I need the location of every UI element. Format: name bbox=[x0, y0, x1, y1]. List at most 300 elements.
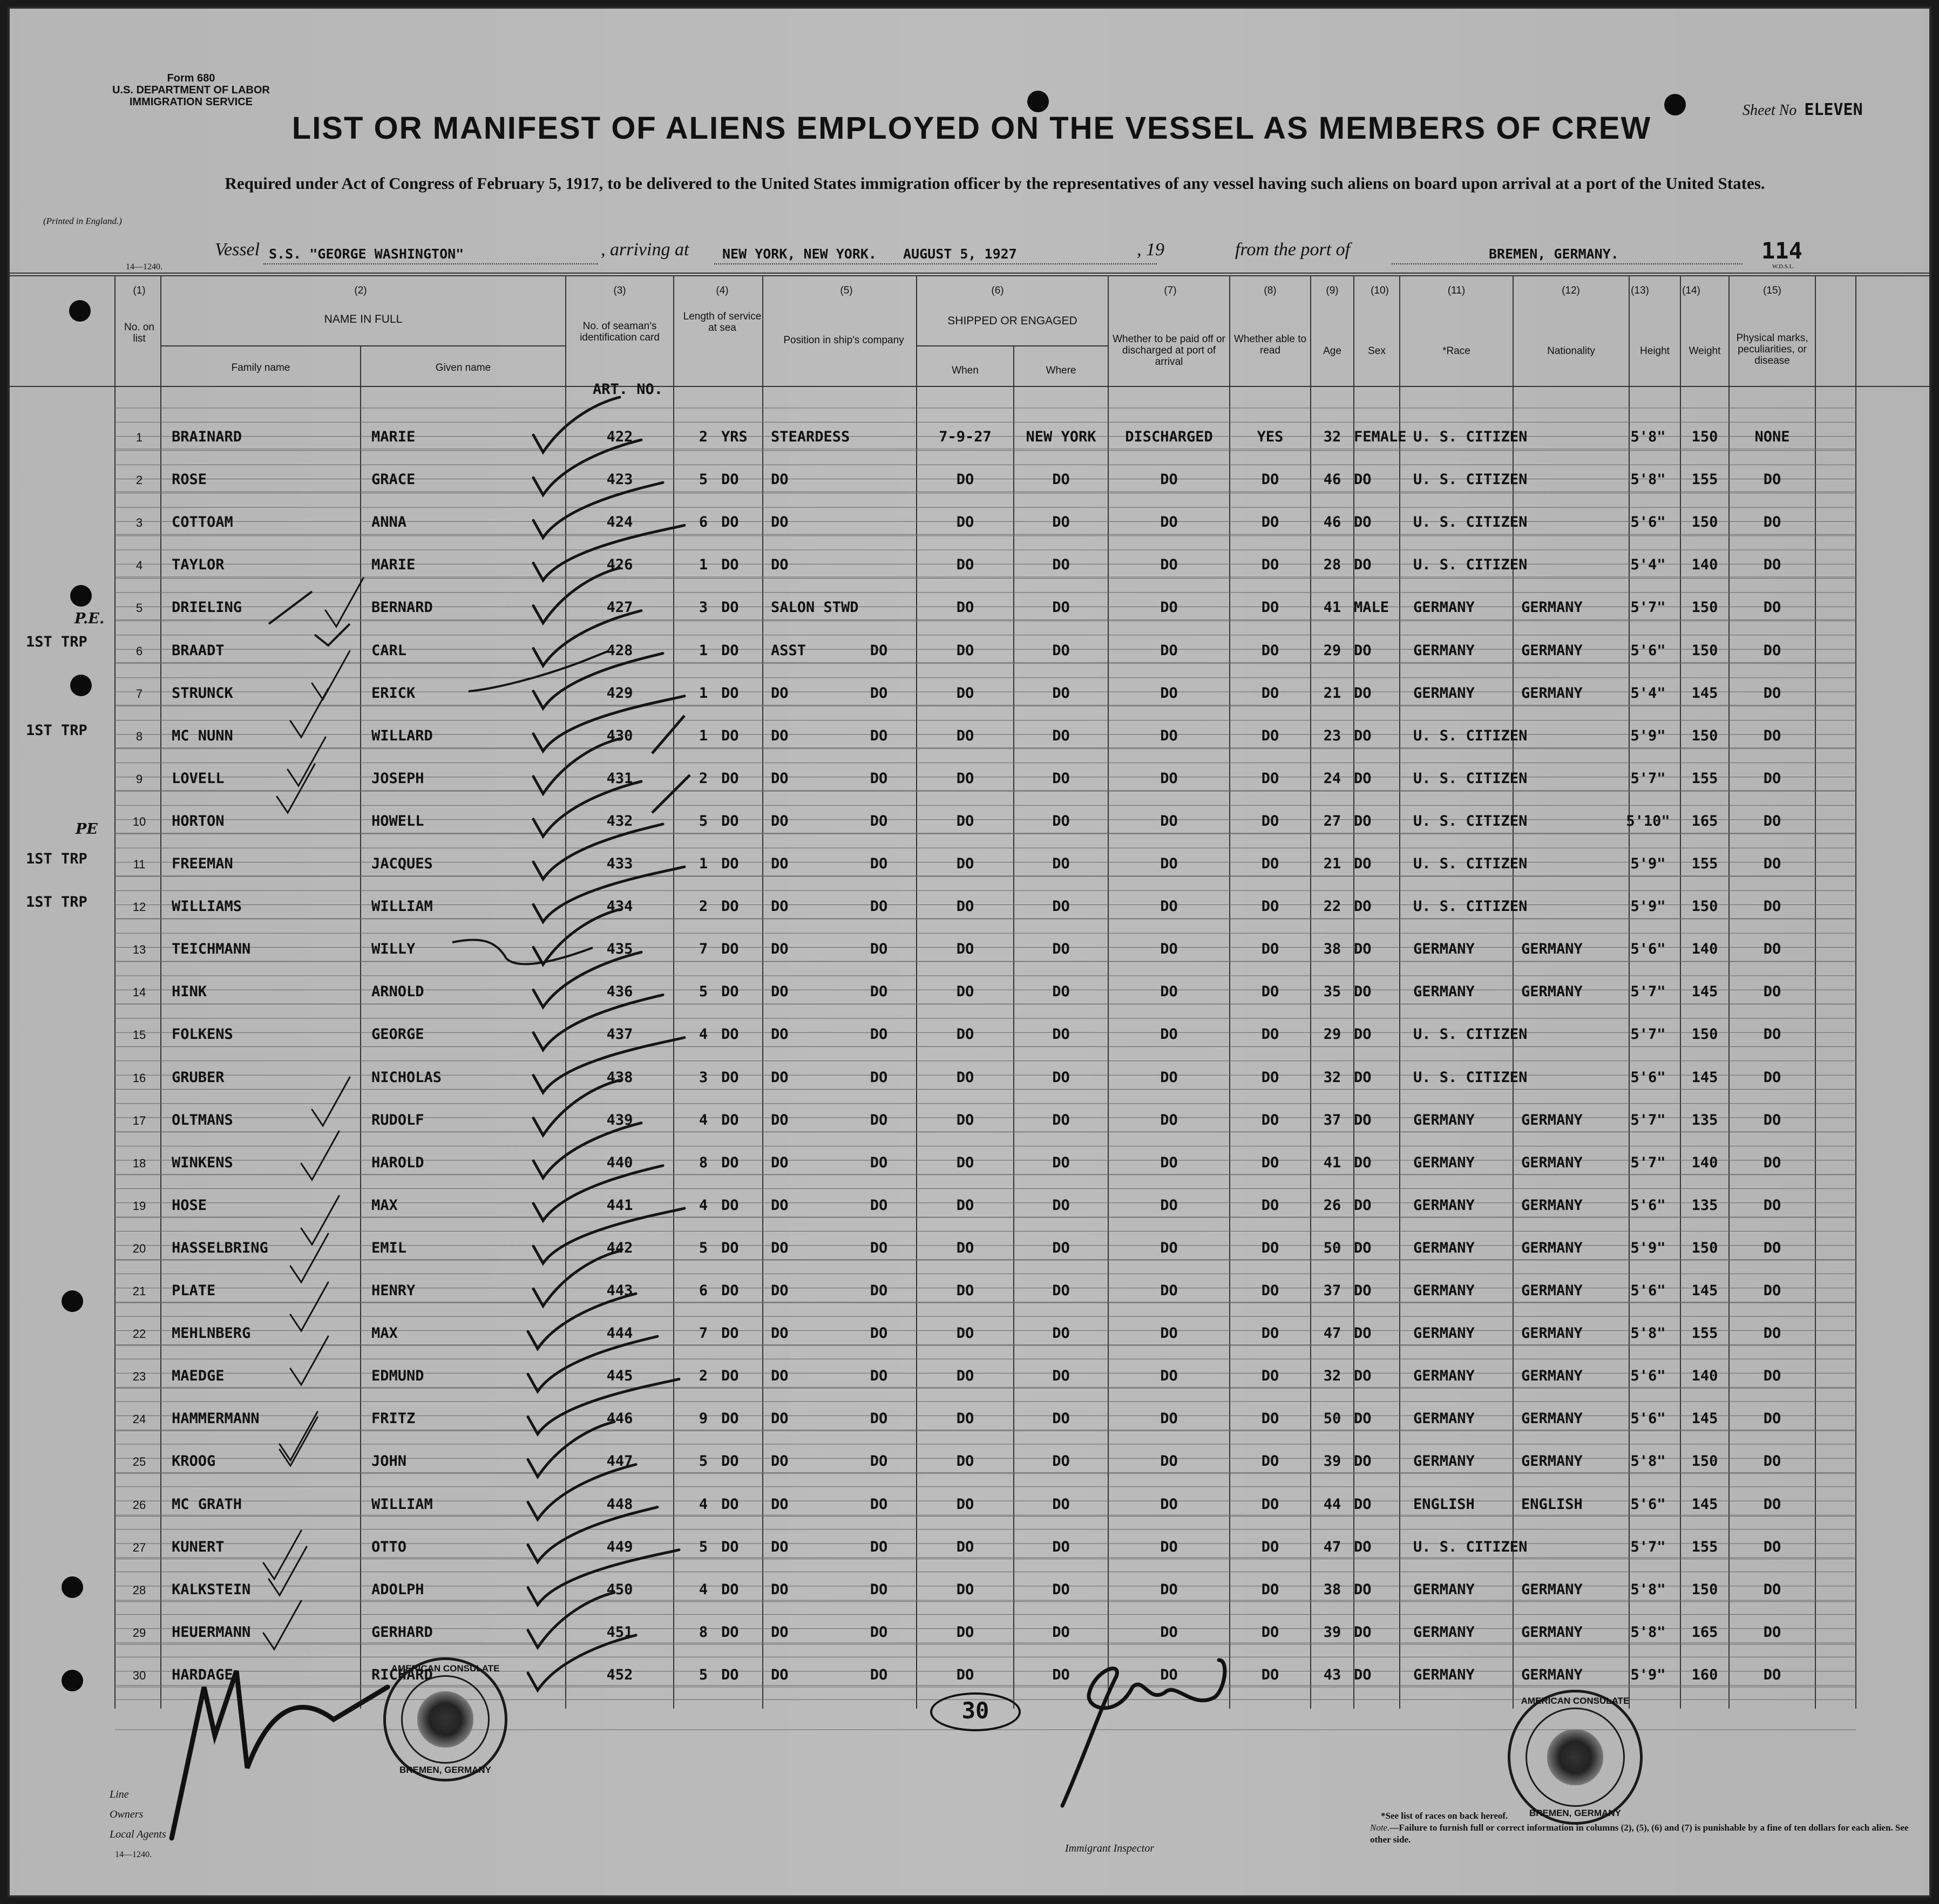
position-dept: DO bbox=[870, 770, 888, 787]
shipped-where: DO bbox=[1052, 1154, 1070, 1171]
age: 28 bbox=[1323, 556, 1341, 574]
given-name: WILLY bbox=[371, 941, 416, 958]
age: 39 bbox=[1323, 1623, 1341, 1641]
shipped-when: DO bbox=[956, 1623, 974, 1641]
sex: DO bbox=[1354, 471, 1372, 488]
list-number: 23 bbox=[132, 1370, 146, 1384]
margin-note-first-trip: 1ST TRP bbox=[26, 634, 87, 650]
paid-off: DO bbox=[1160, 1410, 1178, 1427]
physical-marks: DO bbox=[1763, 1026, 1781, 1043]
age: 35 bbox=[1323, 983, 1341, 1001]
id-card-number: 444 bbox=[606, 1325, 633, 1342]
able-to-read: DO bbox=[1261, 1410, 1279, 1427]
position-dept: DO bbox=[870, 1239, 888, 1256]
family-name: GRUBER bbox=[172, 1069, 225, 1086]
col-num-6: (6) bbox=[991, 285, 1004, 296]
col-num-15: (15) bbox=[1763, 285, 1781, 296]
position: SALON STWD bbox=[771, 599, 859, 616]
service-unit: DO bbox=[721, 1196, 739, 1214]
given-name: NICHOLAS bbox=[371, 1069, 442, 1086]
signature-left bbox=[172, 1671, 388, 1838]
height: 5'6" bbox=[1630, 1368, 1666, 1385]
position-dept: DO bbox=[870, 1538, 888, 1555]
col-num-4: (4) bbox=[716, 285, 729, 296]
given-name: ERICK bbox=[371, 684, 416, 702]
service-unit: DO bbox=[721, 812, 739, 829]
list-number: 10 bbox=[132, 814, 146, 828]
header-position: Position in ship's company bbox=[783, 335, 904, 346]
weight: 140 bbox=[1691, 1368, 1718, 1385]
shipped-when: DO bbox=[956, 941, 974, 958]
sex: FEMALE bbox=[1354, 429, 1407, 445]
age: 41 bbox=[1323, 599, 1341, 616]
family-name: HARDAGE bbox=[172, 1666, 233, 1683]
service-length: 1 bbox=[699, 684, 708, 702]
paid-off: DO bbox=[1160, 855, 1178, 872]
family-name: MC GRATH bbox=[172, 1495, 242, 1513]
header-when: When bbox=[952, 365, 979, 376]
nationality: GERMANY bbox=[1521, 1410, 1583, 1427]
position: DO bbox=[771, 1581, 789, 1598]
shipped-where: DO bbox=[1052, 1069, 1070, 1086]
position-dept: DO bbox=[870, 1368, 888, 1385]
from-port-value: BREMEN, GERMANY. bbox=[1489, 246, 1619, 262]
list-number: 13 bbox=[132, 943, 146, 957]
given-name: GERHARD bbox=[371, 1623, 433, 1641]
sex: DO bbox=[1354, 1069, 1372, 1086]
header-family-name: Family name bbox=[231, 362, 290, 373]
physical-marks: DO bbox=[1763, 855, 1781, 872]
paid-off: DO bbox=[1160, 556, 1178, 574]
age: 37 bbox=[1323, 1282, 1341, 1299]
header-height: Height bbox=[1640, 345, 1670, 357]
weight: 150 bbox=[1691, 727, 1718, 744]
able-to-read: DO bbox=[1261, 1282, 1279, 1299]
family-name: BRAADT bbox=[172, 642, 225, 659]
shipped-where: DO bbox=[1052, 1282, 1070, 1299]
weight: 165 bbox=[1691, 1623, 1718, 1641]
able-to-read: DO bbox=[1261, 1069, 1279, 1086]
service-unit: DO bbox=[721, 599, 739, 616]
age: 47 bbox=[1323, 1325, 1341, 1342]
list-number: 11 bbox=[133, 858, 146, 871]
race: GERMANY bbox=[1413, 599, 1475, 616]
margin-note-first-trip: 1ST TRP bbox=[26, 722, 87, 739]
physical-marks: DO bbox=[1763, 1282, 1781, 1299]
shipped-when: DO bbox=[956, 1196, 974, 1214]
fine-note: Note.—Failure to furnish full or correct information in columns (2), (5), (6) and (7) is punishable by a fine of ten dollars for each alien. See other side. bbox=[1370, 1823, 1909, 1845]
footer-owners-label: Owners bbox=[110, 1808, 144, 1820]
shipped-where: DO bbox=[1052, 1368, 1070, 1385]
shipped-where: DO bbox=[1052, 1495, 1070, 1513]
list-number: 14 bbox=[132, 985, 146, 999]
position: DO bbox=[771, 556, 789, 574]
sex: DO bbox=[1354, 812, 1372, 829]
paid-off: DO bbox=[1160, 1453, 1178, 1470]
shipped-when: DO bbox=[956, 855, 974, 872]
weight: 135 bbox=[1691, 1111, 1718, 1128]
age: 41 bbox=[1323, 1154, 1341, 1171]
paid-off: DO bbox=[1160, 1239, 1178, 1256]
shipped-when: DO bbox=[956, 1495, 974, 1513]
position: DO bbox=[771, 1026, 789, 1043]
able-to-read: DO bbox=[1261, 514, 1279, 531]
sex: DO bbox=[1354, 855, 1372, 872]
family-name: MC NUNN bbox=[172, 727, 233, 744]
col-num-9: (9) bbox=[1326, 285, 1339, 296]
physical-marks: DO bbox=[1763, 1581, 1781, 1598]
shipped-when: DO bbox=[956, 1111, 974, 1128]
sex: DO bbox=[1354, 1111, 1372, 1128]
position-dept: DO bbox=[870, 1026, 888, 1043]
service-unit: DO bbox=[721, 855, 739, 872]
sex: DO bbox=[1354, 1495, 1372, 1513]
race: U. S. CITIZEN bbox=[1413, 855, 1528, 872]
paid-off: DO bbox=[1160, 1069, 1178, 1086]
family-name: HAMMERMANN bbox=[172, 1410, 260, 1427]
position: DO bbox=[771, 1282, 789, 1299]
sex: DO bbox=[1354, 1026, 1372, 1043]
position: DO bbox=[771, 1410, 789, 1427]
id-card-number: 434 bbox=[606, 898, 633, 915]
immigrant-inspector-label: Immigrant Inspector bbox=[1065, 1842, 1154, 1854]
consulate-stamp-left: AMERICAN CONSULATE BREMEN, GERMANY bbox=[383, 1657, 507, 1781]
able-to-read: DO bbox=[1261, 684, 1279, 702]
position: DO bbox=[771, 1453, 789, 1470]
shipped-when: DO bbox=[956, 471, 974, 488]
list-number: 22 bbox=[132, 1327, 146, 1341]
header-nationality: Nationality bbox=[1547, 345, 1595, 357]
header-physical-marks: Physical marks, peculiarities, or disease bbox=[1736, 332, 1808, 366]
race: GERMANY bbox=[1413, 1410, 1475, 1427]
weight: 165 bbox=[1691, 812, 1718, 829]
paid-off: DO bbox=[1160, 471, 1178, 488]
id-card-number: 446 bbox=[606, 1410, 633, 1427]
race: GERMANY bbox=[1413, 1154, 1475, 1171]
position: DO bbox=[771, 1239, 789, 1256]
nationality: GERMANY bbox=[1521, 1196, 1583, 1214]
paid-off: DISCHARGED bbox=[1125, 429, 1213, 445]
race: U. S. CITIZEN bbox=[1413, 471, 1528, 488]
able-to-read: DO bbox=[1261, 812, 1279, 829]
nationality: GERMANY bbox=[1521, 1111, 1583, 1128]
paid-off: DO bbox=[1160, 642, 1178, 659]
col-num-13: (13) bbox=[1631, 285, 1649, 296]
service-unit: DO bbox=[721, 471, 739, 488]
nationality: GERMANY bbox=[1521, 1368, 1583, 1385]
id-card-number: 424 bbox=[606, 514, 633, 531]
sex: DO bbox=[1354, 1666, 1372, 1683]
from-port-label: from the port of bbox=[1235, 240, 1351, 260]
nationality: ENGLISH bbox=[1521, 1495, 1583, 1513]
family-name: LOVELL bbox=[172, 770, 225, 787]
paid-off: DO bbox=[1160, 1538, 1178, 1555]
age: 50 bbox=[1323, 1410, 1341, 1427]
id-card-number: 447 bbox=[606, 1453, 633, 1470]
nationality: GERMANY bbox=[1521, 1581, 1583, 1598]
id-card-number: 433 bbox=[606, 855, 633, 872]
age: 37 bbox=[1323, 1111, 1341, 1128]
age: 46 bbox=[1323, 471, 1341, 488]
id-card-number: 435 bbox=[606, 941, 633, 958]
able-to-read: DO bbox=[1261, 1239, 1279, 1256]
sex: DO bbox=[1354, 1325, 1372, 1342]
shipped-when: DO bbox=[956, 1666, 974, 1683]
physical-marks: DO bbox=[1763, 983, 1781, 1001]
shipped-when: DO bbox=[956, 1282, 974, 1299]
sex: DO bbox=[1354, 642, 1372, 659]
shipped-where: DO bbox=[1052, 1666, 1070, 1683]
family-name: TAYLOR bbox=[172, 556, 225, 574]
header-age: Age bbox=[1323, 345, 1341, 357]
race: U. S. CITIZEN bbox=[1413, 1069, 1528, 1086]
service-unit: DO bbox=[721, 1154, 739, 1171]
service-length: 5 bbox=[699, 1453, 708, 1470]
physical-marks: DO bbox=[1763, 1453, 1781, 1470]
department-name: U.S. DEPARTMENT OF LABOR bbox=[112, 84, 270, 96]
physical-marks: DO bbox=[1763, 684, 1781, 702]
sex: DO bbox=[1354, 1623, 1372, 1641]
given-name: JOHN bbox=[371, 1453, 407, 1470]
position: DO bbox=[771, 812, 789, 829]
family-name: KROOG bbox=[172, 1453, 216, 1470]
able-to-read: DO bbox=[1261, 983, 1279, 1001]
footer-note bbox=[1370, 1810, 1910, 1846]
list-number: 1 bbox=[135, 431, 143, 444]
shipped-where: DO bbox=[1052, 812, 1070, 829]
height: 5'10" bbox=[1626, 812, 1670, 829]
sex: DO bbox=[1354, 1368, 1372, 1385]
position-dept: DO bbox=[870, 1410, 888, 1427]
weight: 150 bbox=[1691, 898, 1718, 915]
service-unit: DO bbox=[721, 1239, 739, 1256]
race: GERMANY bbox=[1413, 642, 1475, 659]
list-number: 4 bbox=[135, 559, 143, 573]
paid-off: DO bbox=[1160, 1196, 1178, 1214]
position: DO bbox=[771, 983, 789, 1001]
weight: 150 bbox=[1691, 429, 1718, 445]
height: 5'8" bbox=[1630, 429, 1666, 445]
weight: 135 bbox=[1691, 1196, 1718, 1214]
position-dept: DO bbox=[870, 1154, 888, 1171]
shipped-when: DO bbox=[956, 1026, 974, 1043]
col-num-14: (14) bbox=[1682, 285, 1700, 296]
sex: DO bbox=[1354, 1410, 1372, 1427]
family-name: HOSE bbox=[172, 1196, 207, 1214]
signatures bbox=[10, 9, 1931, 1898]
able-to-read: DO bbox=[1261, 855, 1279, 872]
age: 27 bbox=[1323, 812, 1341, 829]
position: DO bbox=[771, 1111, 789, 1128]
header-name-in-full: NAME IN FULL bbox=[324, 313, 403, 325]
height: 5'6" bbox=[1630, 1282, 1666, 1299]
given-name: RICHARD bbox=[371, 1666, 433, 1683]
able-to-read: DO bbox=[1261, 471, 1279, 488]
list-number: 15 bbox=[132, 1028, 146, 1042]
service-unit: DO bbox=[721, 1410, 739, 1427]
physical-marks: DO bbox=[1763, 1111, 1781, 1128]
arriving-value: NEW YORK, NEW YORK. bbox=[722, 246, 877, 262]
paid-off: DO bbox=[1160, 983, 1178, 1001]
service-unit: DO bbox=[721, 556, 739, 574]
given-name: WILLIAM bbox=[371, 898, 433, 915]
height: 5'7" bbox=[1630, 770, 1666, 787]
race: GERMANY bbox=[1413, 1196, 1475, 1214]
id-card-number: 439 bbox=[606, 1111, 633, 1128]
id-card-number: 443 bbox=[606, 1282, 633, 1299]
paid-off: DO bbox=[1160, 599, 1178, 616]
sheet-number-label: Sheet No bbox=[1743, 102, 1797, 119]
sex: DO bbox=[1354, 1581, 1372, 1598]
col-num-10: (10) bbox=[1371, 285, 1389, 296]
able-to-read: DO bbox=[1261, 1623, 1279, 1641]
paid-off: DO bbox=[1160, 898, 1178, 915]
signature-center bbox=[1062, 1660, 1225, 1806]
service-unit: DO bbox=[721, 770, 739, 787]
race: U. S. CITIZEN bbox=[1413, 514, 1528, 531]
sex: DO bbox=[1354, 1453, 1372, 1470]
height: 5'6" bbox=[1630, 1410, 1666, 1427]
shipped-when: DO bbox=[956, 599, 974, 616]
race: GERMANY bbox=[1413, 1325, 1475, 1342]
family-name: OLTMANS bbox=[172, 1111, 233, 1128]
service-unit: DO bbox=[721, 1069, 739, 1086]
sex: DO bbox=[1354, 983, 1372, 1001]
list-number: 9 bbox=[135, 772, 143, 786]
age: 29 bbox=[1323, 642, 1341, 659]
header-no-on-list: No. on list bbox=[124, 322, 154, 344]
height: 5'9" bbox=[1630, 727, 1666, 744]
paid-off: DO bbox=[1160, 1666, 1178, 1683]
physical-marks: DO bbox=[1763, 898, 1781, 915]
arrival-date: AUGUST 5, 1927 bbox=[903, 246, 1017, 262]
nationality: GERMANY bbox=[1521, 1325, 1583, 1342]
race: U. S. CITIZEN bbox=[1413, 1538, 1528, 1555]
sex: MALE bbox=[1354, 599, 1389, 616]
service-length: 7 bbox=[699, 1325, 708, 1342]
able-to-read: DO bbox=[1261, 1368, 1279, 1385]
given-name: HOWELL bbox=[371, 812, 424, 829]
given-name: FRITZ bbox=[371, 1410, 416, 1427]
given-name: MARIE bbox=[371, 556, 416, 574]
paid-off: DO bbox=[1160, 1368, 1178, 1385]
list-number: 25 bbox=[132, 1455, 146, 1469]
shipped-where: DO bbox=[1052, 1026, 1070, 1043]
height: 5'7" bbox=[1630, 1111, 1666, 1128]
id-card-number: 441 bbox=[606, 1196, 633, 1214]
physical-marks: DO bbox=[1763, 1495, 1781, 1513]
sex: DO bbox=[1354, 684, 1372, 702]
physical-marks: DO bbox=[1763, 1368, 1781, 1385]
given-name: BERNARD bbox=[371, 599, 433, 616]
list-number: 21 bbox=[132, 1284, 146, 1298]
col-num-2: (2) bbox=[354, 285, 367, 296]
race: GERMANY bbox=[1413, 1453, 1475, 1470]
age: 32 bbox=[1323, 1368, 1341, 1385]
id-card-number: 429 bbox=[606, 684, 633, 702]
family-name: KALKSTEIN bbox=[172, 1581, 251, 1598]
race: U. S. CITIZEN bbox=[1413, 812, 1528, 829]
paid-off: DO bbox=[1160, 1325, 1178, 1342]
position: DO bbox=[771, 1538, 789, 1555]
paid-off: DO bbox=[1160, 941, 1178, 958]
weight: 155 bbox=[1691, 855, 1718, 872]
col-num-12: (12) bbox=[1562, 285, 1580, 296]
position: DO bbox=[771, 1325, 789, 1342]
able-to-read: DO bbox=[1261, 941, 1279, 958]
nationality: GERMANY bbox=[1521, 642, 1583, 659]
weight: 155 bbox=[1691, 1325, 1718, 1342]
position: DO bbox=[771, 941, 789, 958]
shipped-where: DO bbox=[1052, 1581, 1070, 1598]
list-number: 3 bbox=[135, 516, 143, 530]
race: U. S. CITIZEN bbox=[1413, 429, 1528, 445]
shipped-where: DO bbox=[1052, 514, 1070, 531]
sex: DO bbox=[1354, 1282, 1372, 1299]
id-card-number: 449 bbox=[606, 1538, 633, 1555]
service-length: 4 bbox=[699, 1581, 708, 1598]
physical-marks: DO bbox=[1763, 727, 1781, 744]
id-card-number: 442 bbox=[606, 1239, 633, 1256]
document-subtitle: Required under Act of Congress of February 5, 1917, to be delivered to the United States immigration officer by the representatives of any vessel having such aliens on board upon arrival at a port of the United States. bbox=[225, 174, 1765, 193]
list-number: 2 bbox=[135, 473, 143, 487]
shipped-where: DO bbox=[1052, 898, 1070, 915]
service-unit: DO bbox=[721, 941, 739, 958]
sex: DO bbox=[1354, 770, 1372, 787]
race: GERMANY bbox=[1413, 941, 1475, 958]
height: 5'8" bbox=[1630, 471, 1666, 488]
list-number: 17 bbox=[132, 1113, 146, 1127]
service-unit: DO bbox=[721, 1495, 739, 1513]
height: 5'4" bbox=[1630, 556, 1666, 574]
id-card-number: 423 bbox=[606, 471, 633, 488]
consulate-stamp-right: AMERICAN CONSULATE BREMEN, GERMANY bbox=[1508, 1690, 1643, 1825]
nationality: GERMANY bbox=[1521, 941, 1583, 958]
age: 44 bbox=[1323, 1495, 1341, 1513]
position-dept: DO bbox=[870, 684, 888, 702]
shipped-where: DO bbox=[1052, 599, 1070, 616]
id-card-number: 448 bbox=[606, 1495, 633, 1513]
service-length: 2 bbox=[699, 770, 708, 787]
service-unit: DO bbox=[721, 1453, 739, 1470]
age: 38 bbox=[1323, 1581, 1341, 1598]
header-shipped-or-engaged: SHIPPED OR ENGAGED bbox=[947, 315, 1077, 327]
sex: DO bbox=[1354, 1239, 1372, 1256]
header-weight: Weight bbox=[1689, 345, 1721, 357]
service-unit: YRS bbox=[721, 429, 748, 445]
age: 47 bbox=[1323, 1538, 1341, 1555]
physical-marks: DO bbox=[1763, 1623, 1781, 1641]
shipped-where: NEW YORK bbox=[1026, 429, 1096, 445]
shipped-when: DO bbox=[956, 1069, 974, 1086]
col-num-11: (11) bbox=[1447, 285, 1466, 296]
id-card-number: 438 bbox=[606, 1069, 633, 1086]
race: GERMANY bbox=[1413, 684, 1475, 702]
shipped-where: DO bbox=[1052, 1538, 1070, 1555]
list-number: 27 bbox=[132, 1540, 146, 1554]
shipped-when: DO bbox=[956, 727, 974, 744]
position-dept: DO bbox=[870, 1325, 888, 1342]
form-code: 14—1240. bbox=[126, 262, 162, 271]
nationality: GERMANY bbox=[1521, 1282, 1583, 1299]
sheet-number-value: ELEVEN bbox=[1804, 100, 1863, 119]
height: 5'7" bbox=[1630, 1538, 1666, 1555]
shipped-when: DO bbox=[956, 770, 974, 787]
race: ENGLISH bbox=[1413, 1495, 1475, 1513]
weight: 140 bbox=[1691, 941, 1718, 958]
position: DO bbox=[771, 1666, 789, 1683]
family-name: ROSE bbox=[172, 471, 207, 488]
